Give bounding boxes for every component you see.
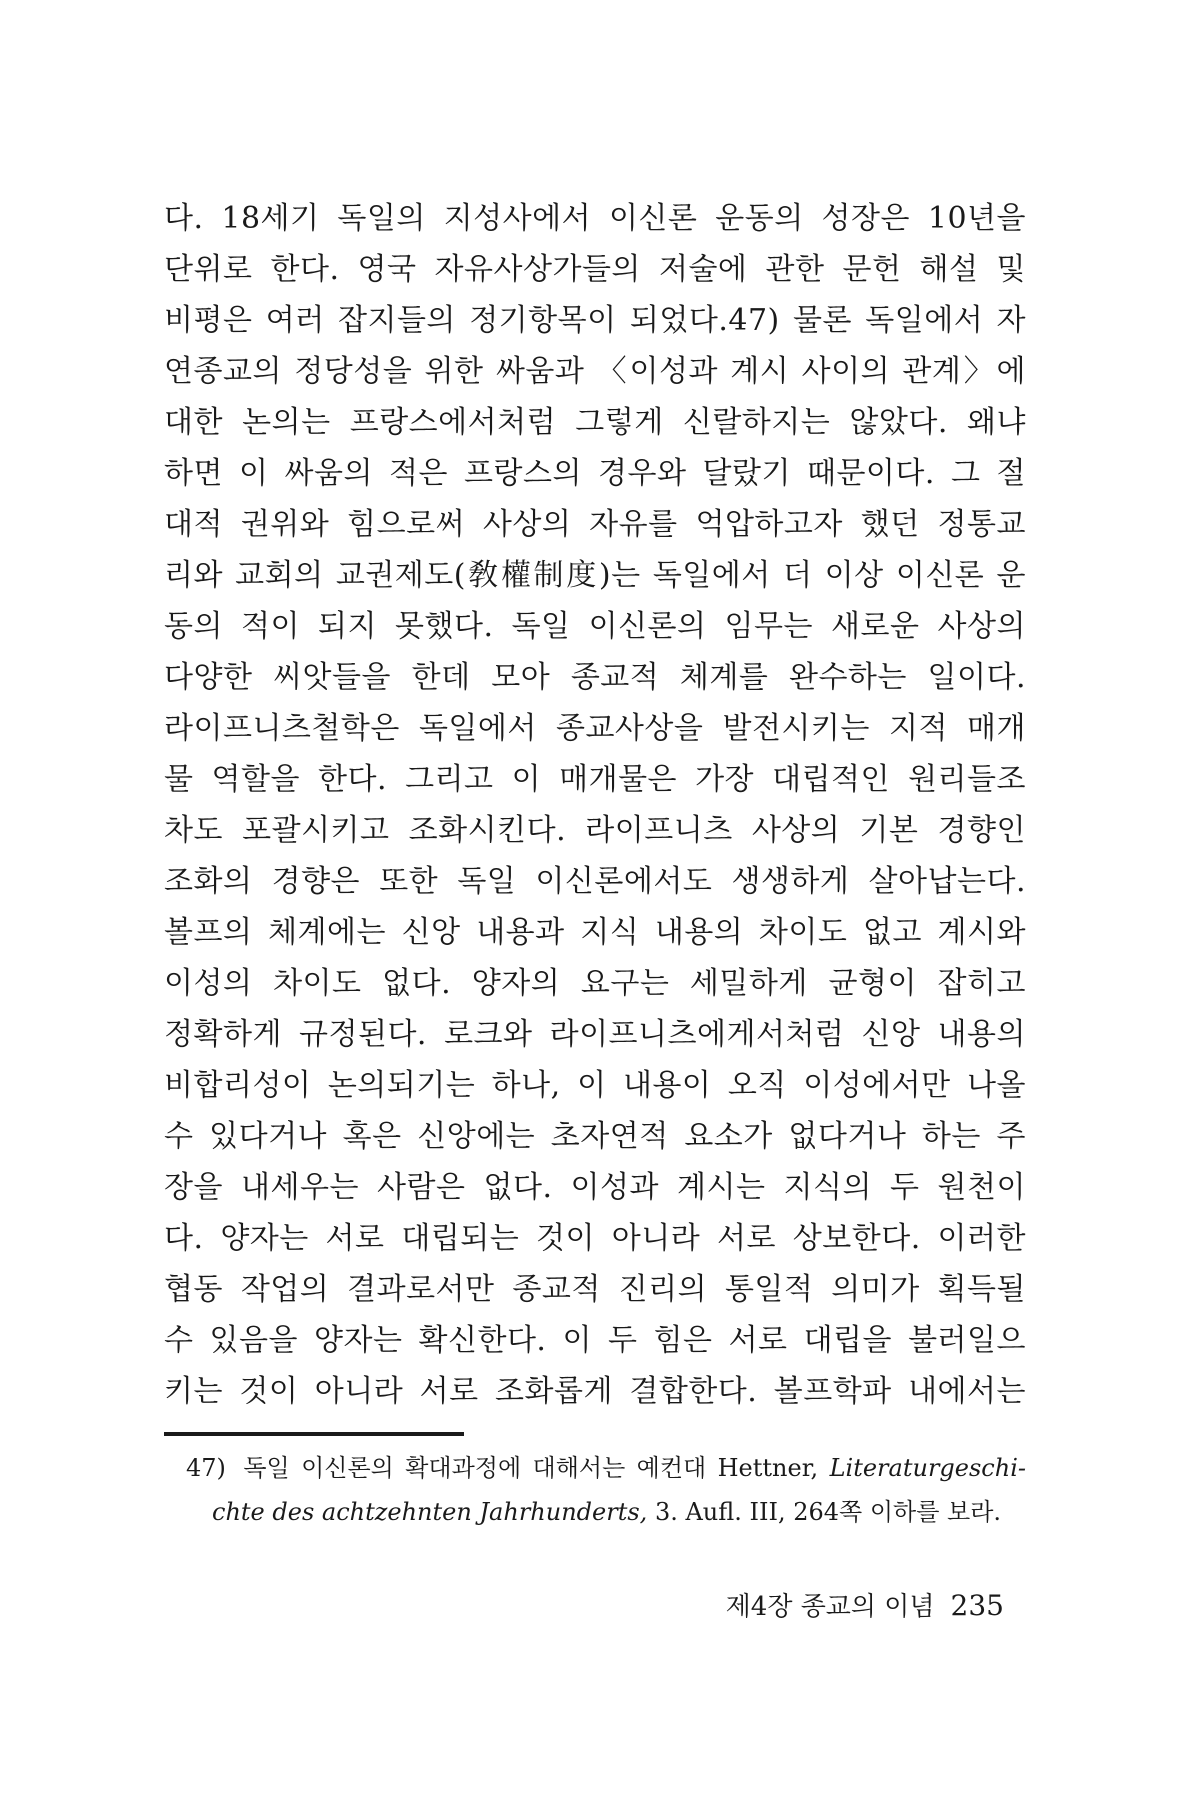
footnote	[186, 1446, 1026, 1534]
body-line: 수 있다거나 혹은 신앙에는 초자연적 요소가 없다거나 하는 주	[164, 1119, 1026, 1154]
body-line: 대적 권위와 힘으로써 사상의 자유를 억압하고자 했던 정통교	[164, 507, 1026, 542]
body-text	[164, 193, 1026, 1417]
body-line: 연종교의 정당성을 위한 싸움과 〈이성과 계시 사이의 관계〉에	[164, 354, 1026, 389]
body-line: 다. 18세기 독일의 지성사에서 이신론 운동의 성장은 10년을	[164, 201, 1026, 236]
body-line: 장을 내세우는 사람은 없다. 이성과 계시는 지식의 두 원천이	[164, 1170, 1026, 1205]
page-number: 235	[950, 1589, 1004, 1622]
footnote-line-1	[186, 1446, 1026, 1490]
body-line: 볼프의 체계에는 신앙 내용과 지식 내용의 차이도 없고 계시와	[164, 915, 1026, 950]
footnote-divider	[164, 1432, 464, 1436]
body-line: 조화의 경향은 또한 독일 이신론에서도 생생하게 살아납는다.	[164, 864, 1026, 899]
footnote-marker: 47)	[186, 1454, 226, 1482]
footnote-title-italic: Literaturgeschi-	[829, 1454, 1026, 1482]
body-line: 키는 것이 아니라 서로 조화롭게 결합한다. 볼프학파 내에서는	[164, 1374, 1026, 1409]
body-line: 비합리성이 논의되기는 하나, 이 내용이 오직 이성에서만 나올	[164, 1068, 1026, 1103]
footnote-line-2	[186, 1490, 1026, 1534]
body-line: 다양한 씨앗들을 한데 모아 종교적 체계를 완수하는 일이다.	[164, 660, 1026, 695]
footnote-text: 독일 이신론의 확대과정에 대해서는 예컨대 Hettner,	[243, 1454, 819, 1482]
body-line: 다. 양자는 서로 대립되는 것이 아니라 서로 상보한다. 이러한	[164, 1221, 1026, 1256]
body-line: 하면 이 싸움의 적은 프랑스의 경우와 달랐기 때문이다. 그 절	[164, 456, 1026, 491]
chapter-title: 제4장 종교의 이념	[725, 1592, 935, 1622]
running-footer	[726, 1586, 1004, 1627]
body-line: 차도 포괄시키고 조화시킨다. 라이프니츠 사상의 기본 경향인	[164, 813, 1026, 848]
body-line: 단위로 한다. 영국 자유사상가들의 저술에 관한 문헌 해설 및	[164, 252, 1026, 287]
body-line: 리와 교회의 교권제도(敎權制度)는 독일에서 더 이상 이신론 운	[164, 558, 1026, 593]
body-line: 비평은 여러 잡지들의 정기항목이 되었다.47) 물론 독일에서 자	[164, 303, 1026, 338]
body-line: 정확하게 규정된다. 로크와 라이프니츠에게서처럼 신앙 내용의	[164, 1017, 1026, 1052]
footnote-text: 3. Aufl. III, 264쪽 이하를 보라.	[654, 1498, 1002, 1526]
body-line: 수 있음을 양자는 확신한다. 이 두 힘은 서로 대립을 불러일으	[164, 1323, 1026, 1358]
body-line: 대한 논의는 프랑스에서처럼 그렇게 신랄하지는 않았다. 왜냐	[164, 405, 1026, 440]
body-line: 이성의 차이도 없다. 양자의 요구는 세밀하게 균형이 잡히고	[164, 966, 1026, 1001]
body-line: 동의 적이 되지 못했다. 독일 이신론의 임무는 새로운 사상의	[164, 609, 1026, 644]
body-line: 라이프니츠철학은 독일에서 종교사상을 발전시키는 지적 매개	[164, 711, 1026, 746]
footnote-title-italic: chte des achtzehnten Jahrhunderts,	[212, 1498, 648, 1526]
body-line: 물 역할을 한다. 그리고 이 매개물은 가장 대립적인 원리들조	[164, 762, 1026, 797]
body-line: 협동 작업의 결과로서만 종교적 진리의 통일적 의미가 획득될	[164, 1272, 1026, 1307]
